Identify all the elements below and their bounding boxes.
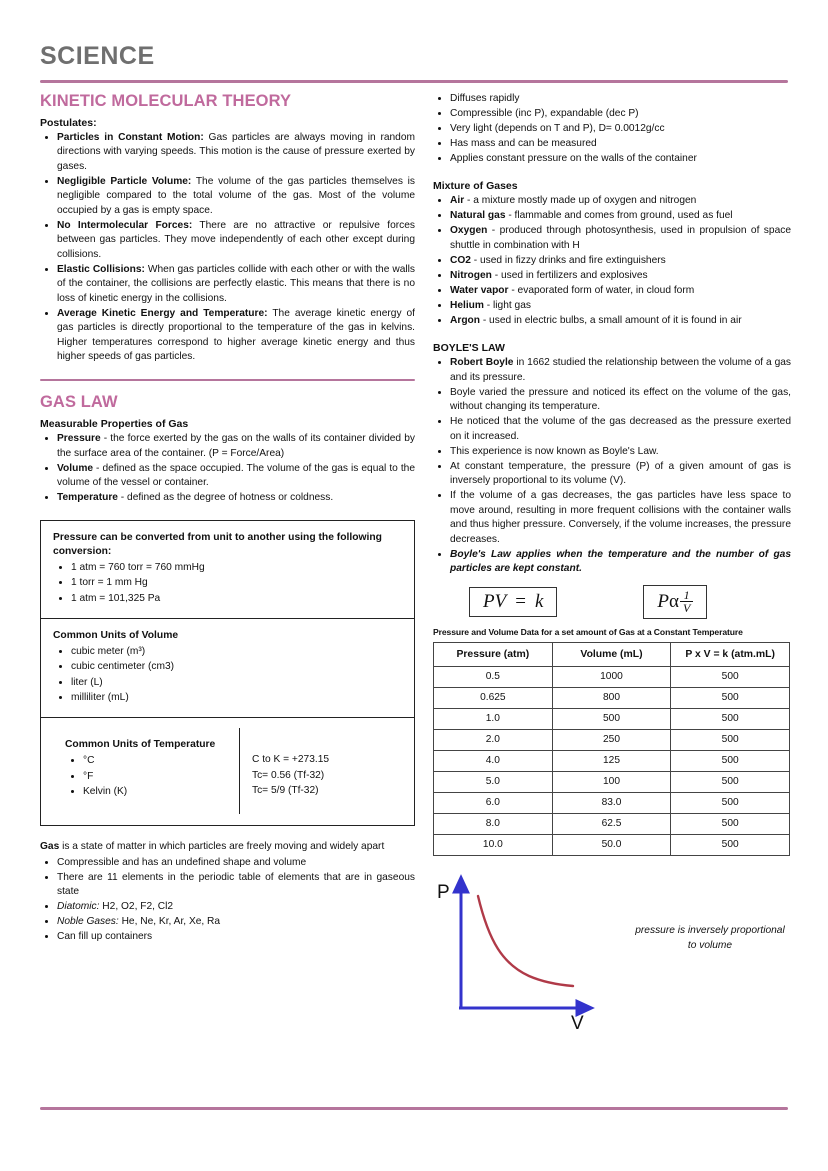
- table-row: [434, 708, 790, 729]
- list-item: [450, 194, 791, 208]
- list-item: [450, 269, 791, 283]
- cell-volume: 250: [552, 729, 671, 750]
- formula-p: P: [657, 590, 669, 612]
- cell-pressure: 0.625: [434, 687, 553, 708]
- temperature-units-left: [53, 728, 239, 814]
- list-item: • Kelvin (K): [83, 785, 227, 800]
- list-item: • 1 atm = 760 torr = 760 mmHg: [71, 561, 402, 576]
- item-label: Diatomic:: [57, 901, 100, 913]
- gas-description: - used in fertilizers and explosives: [491, 269, 648, 281]
- list-item: [57, 930, 415, 944]
- postulate-term: Particles in Constant Motion:: [57, 132, 204, 143]
- inverse-proportion-curve: [478, 896, 573, 986]
- right-column: [433, 92, 791, 1032]
- cell-k: 500: [671, 729, 790, 750]
- list-item: • °F: [83, 770, 227, 785]
- item-label: Noble Gases:: [57, 916, 119, 928]
- list-item: [450, 224, 791, 253]
- table-row: [434, 666, 790, 687]
- pressure-conversion-list: [53, 561, 402, 606]
- table-row: [434, 834, 790, 855]
- gas-name: Argon: [450, 314, 480, 326]
- table-row: [434, 729, 790, 750]
- pressure-conversion-title: Pressure can be converted from unit to another using the following conversion:: [53, 531, 382, 557]
- alpha-symbol: α: [668, 590, 679, 612]
- list-item: • Diffuses rapidly: [450, 92, 791, 106]
- temperature-formula: C to K = +273.15: [252, 754, 330, 766]
- postulate-term: Negligible Particle Volume:: [57, 175, 192, 187]
- cell-k: 500: [671, 687, 790, 708]
- list-item: • Applies constant pressure on the walls of the container: [450, 152, 791, 166]
- formula-right: k: [534, 590, 544, 612]
- list-item: • Has mass and can be measured: [450, 137, 791, 151]
- cell-pressure: 0.5: [434, 666, 553, 687]
- item-text: in 1662 studied the relationship between the volume of a gas and its pressure.: [450, 357, 791, 383]
- cell-volume: 500: [552, 708, 671, 729]
- list-item: [450, 314, 791, 328]
- graph-annotation: pressure is inversely proportional to volume: [635, 924, 785, 951]
- cell-volume: 1000: [552, 666, 671, 687]
- formula-left: PV: [483, 590, 507, 612]
- measurable-properties-list: [40, 432, 415, 505]
- item-text: H2, O2, F2, Cl2: [99, 901, 174, 913]
- list-item: • Very light (depends on T and P), D= 0.0012g/cc: [450, 122, 791, 136]
- cell-volume: 125: [552, 750, 671, 771]
- gas-definition-text: is a state of matter in which particles are freely moving and widely apart: [59, 841, 385, 853]
- gas-name: Natural gas: [450, 210, 506, 222]
- gas-name: CO2: [450, 254, 471, 266]
- list-item: • milliliter (mL): [71, 691, 402, 706]
- postulates-label: Postulates:: [40, 117, 97, 129]
- pressure-conversion-cell: [41, 521, 414, 619]
- postulate-term: Elastic Collisions:: [57, 263, 145, 275]
- gas-name: Helium: [450, 299, 484, 311]
- pressure-volume-table: [433, 642, 790, 856]
- cell-pressure: 8.0: [434, 813, 553, 834]
- list-item: [57, 175, 415, 218]
- list-item: [57, 871, 415, 900]
- measurable-properties-label: Measurable Properties of Gas: [40, 418, 189, 431]
- property-term: Pressure: [57, 433, 101, 445]
- list-item: • If the volume of a gas decreases, the gas particles have less space to move around, resulting in more frequent collisions with the container walls and thus higher pressure. Conversely, if the volume increases, the pressure decreases.: [450, 489, 791, 547]
- item-text: There are 11 elements in the periodic table of elements that are in gaseous state: [57, 871, 415, 898]
- postulate-text: There are no attractive or repulsive forces between gas particles. They move independently of each other except during collisions.: [57, 219, 416, 260]
- list-item: • Compressible (inc P), expandable (dec P): [450, 107, 791, 121]
- gas-term: Gas: [40, 841, 60, 853]
- list-item: [450, 299, 791, 313]
- list-item: [450, 548, 791, 577]
- postulate-text: The average kinetic energy of gas particles is directly proportional to the temperature of the gas in kelvins. Higher temperatures correspond to higher average kinetic energy and thus higher speeds of gas particles.: [57, 307, 415, 363]
- gas-law-heading: GAS LAW: [40, 393, 118, 412]
- list-item: [57, 915, 415, 929]
- temperature-formula: Tc= 5/9 (Tf-32): [252, 784, 319, 796]
- cell-k: 500: [671, 666, 790, 687]
- postulate-text: The volume of the gas particles themselves is negligible compared to the total volume of the gas. Most of the volume occupied by a gas is empty space.: [57, 175, 415, 216]
- scientist-name: Robert Boyle: [450, 357, 514, 369]
- item-text: Compressible and has an undefined shape and volume: [57, 856, 307, 868]
- formula-operator: =: [515, 590, 526, 612]
- temperature-units-list: [65, 754, 227, 799]
- list-item: [57, 219, 415, 262]
- boyles-law-heading: BOYLE'S LAW: [433, 342, 505, 355]
- postulates-list: [40, 131, 415, 365]
- gas-name: Nitrogen: [450, 269, 492, 281]
- table-row: [434, 813, 790, 834]
- list-item: • cubic meter (m³): [71, 645, 402, 660]
- x-axis-label: V: [571, 1012, 584, 1032]
- gas-description: - a mixture mostly made up of oxygen and nitrogen: [464, 195, 697, 207]
- gas-definition-paragraph: [40, 840, 415, 854]
- temperature-units-cell: [41, 718, 414, 825]
- property-text: - defined as the space occupied. The volume of the gas is equal to the volume of the vessel or container.: [57, 462, 415, 489]
- temperature-formulas: [239, 728, 402, 814]
- cell-k: 500: [671, 792, 790, 813]
- list-item: [57, 462, 415, 491]
- gas-description: - evaporated form of water, in cloud form: [508, 284, 695, 296]
- column-header: Pressure (atm): [434, 642, 553, 666]
- page-title: SCIENCE: [40, 42, 155, 70]
- list-item: [57, 900, 415, 914]
- list-item: [57, 131, 415, 174]
- list-item: • Boyle varied the pressure and noticed its effect on the volume of the gas, without changing its temperature.: [450, 386, 791, 415]
- fraction: [680, 589, 693, 615]
- table-row: [434, 792, 790, 813]
- column-header: P x V = k (atm.mL): [671, 642, 790, 666]
- gas-properties-list: [433, 92, 791, 166]
- cell-pressure: 1.0: [434, 708, 553, 729]
- gas-description: - produced through photosynthesis, used in propulsion of space shuttle in combination with H: [450, 225, 791, 251]
- fraction-denominator: V: [680, 601, 693, 615]
- cell-pressure: 2.0: [434, 729, 553, 750]
- cell-k: 500: [671, 771, 790, 792]
- cell-volume: 62.5: [552, 813, 671, 834]
- volume-units-title: Common Units of Volume: [53, 629, 179, 641]
- list-item: [57, 491, 415, 505]
- cell-volume: 83.0: [552, 792, 671, 813]
- list-item: • 1 torr = 1 mm Hg: [71, 576, 402, 591]
- list-item: [57, 307, 415, 365]
- cell-pressure: 10.0: [434, 834, 553, 855]
- volume-units-list: [53, 645, 402, 706]
- boyles-law-graph-wrap: [433, 872, 791, 1032]
- mixture-of-gases-list: [433, 194, 791, 328]
- gas-name: Oxygen: [450, 225, 488, 237]
- left-column: [40, 92, 415, 945]
- postulate-text: When gas particles collide with each other or with the walls of the container, the collisions are perfectly elastic. This means that there is no loss of kinetic energy in the collisions.: [57, 263, 415, 304]
- property-term: Volume: [57, 462, 94, 474]
- cell-k: 500: [671, 813, 790, 834]
- list-item: • liter (L): [71, 676, 402, 691]
- table-row: [434, 687, 790, 708]
- list-item: • At constant temperature, the pressure (P) of a given amount of gas is inversely proportional to its volume (V).: [450, 460, 791, 489]
- header-divider: [40, 80, 788, 83]
- list-item: [57, 856, 415, 870]
- column-header: Volume (mL): [552, 642, 671, 666]
- list-item: • 1 atm = 101,325 Pa: [71, 592, 402, 607]
- list-item: [57, 432, 415, 461]
- postulate-term: No Intermolecular Forces:: [57, 219, 193, 231]
- item-text: Can fill up containers: [57, 931, 153, 943]
- cell-volume: 50.0: [552, 834, 671, 855]
- gas-description: - used in fizzy drinks and fire extinguishers: [470, 254, 666, 266]
- cell-pressure: 5.0: [434, 771, 553, 792]
- list-item: [450, 209, 791, 223]
- table-row: [434, 771, 790, 792]
- list-item: [450, 284, 791, 298]
- gas-definition-list: [40, 856, 415, 945]
- pv-equals-k-formula: [469, 587, 557, 617]
- cell-volume: 100: [552, 771, 671, 792]
- p-proportional-inverse-v-formula: [643, 585, 707, 619]
- item-text: He, Ne, Kr, Ar, Xe, Ra: [118, 916, 221, 928]
- list-item: • This experience is now known as Boyle's Law.: [450, 445, 791, 459]
- temperature-units-title: Common Units of Temperature: [65, 739, 216, 751]
- cell-volume: 800: [552, 687, 671, 708]
- footer-divider: [40, 1107, 788, 1110]
- gas-name: Water vapor: [450, 284, 509, 296]
- units-info-box: [40, 520, 415, 827]
- list-item: • cubic centimeter (cm3): [71, 660, 402, 675]
- temperature-formula: Tc= 0.56 (Tf-32): [252, 769, 325, 781]
- property-text: - defined as the degree of hotness or coldness.: [117, 492, 334, 504]
- cell-k: 500: [671, 834, 790, 855]
- list-item: [57, 263, 415, 306]
- postulate-text: Gas particles are always moving in random directions with varying speeds. This motion is the cause of pressure exerted by gases.: [57, 132, 416, 172]
- mixture-of-gases-heading: Mixture of Gases: [433, 180, 518, 193]
- y-axis-label: P: [437, 881, 450, 903]
- gas-description: - flammable and comes from ground, used as fuel: [505, 210, 733, 222]
- table-caption: Pressure and Volume Data for a set amount of Gas at a Constant Temperature: [433, 626, 743, 637]
- formula-row: [433, 585, 791, 619]
- list-item: [450, 356, 791, 385]
- postulate-term: Average Kinetic Energy and Temperature:: [57, 307, 268, 319]
- boyles-law-list: [433, 356, 791, 576]
- kinetic-molecular-theory-heading: KINETIC MOLECULAR THEORY: [40, 92, 292, 110]
- cell-pressure: 4.0: [434, 750, 553, 771]
- page-header: [40, 42, 788, 83]
- table-row: [434, 750, 790, 771]
- property-text: - the force exerted by the gas on the walls of its container divided by the surface area of the container. (P = Force/Area): [57, 433, 415, 459]
- cell-k: 500: [671, 708, 790, 729]
- gas-name: Air: [450, 195, 465, 207]
- pressure-volume-graph: [433, 872, 613, 1032]
- list-item: • °C: [83, 754, 227, 769]
- property-term: Temperature: [57, 492, 118, 504]
- cell-k: 500: [671, 750, 790, 771]
- gas-description: - used in electric bulbs, a small amount of it is found in air: [480, 314, 742, 326]
- cell-pressure: 6.0: [434, 792, 553, 813]
- volume-units-cell: [41, 619, 414, 718]
- list-item: [450, 254, 791, 268]
- table-header-row: [434, 642, 790, 666]
- gas-description: - light gas: [483, 299, 531, 311]
- fraction-numerator: 1: [683, 587, 690, 602]
- boyles-law-emphasis: Boyle's Law applies when the temperature and the number of gas particles are kept constant.: [450, 548, 791, 575]
- list-item: • He noticed that the volume of the gas decreased as the pressure exerted on it increased.: [450, 415, 791, 444]
- section-divider: [40, 379, 415, 382]
